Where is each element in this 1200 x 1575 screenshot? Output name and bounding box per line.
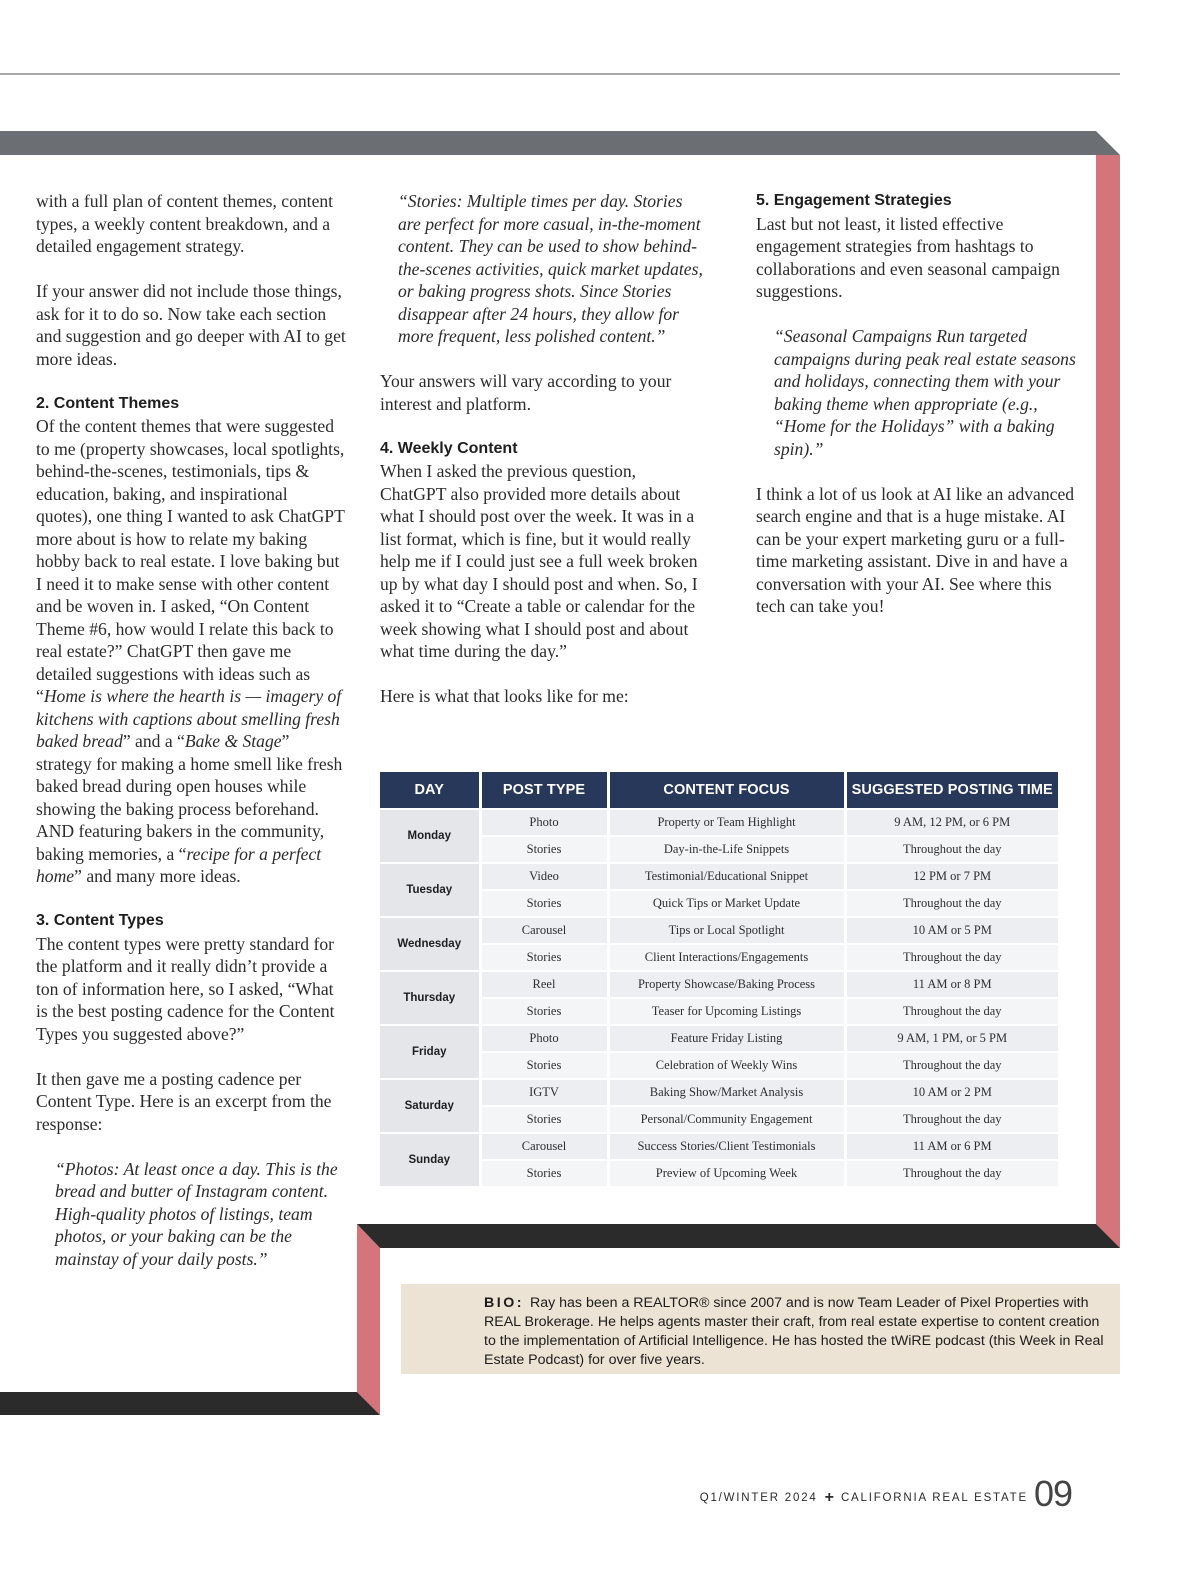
- table-row: [380, 1106, 1058, 1133]
- followup-paragraph: If your answer did not include those things, ask for it to do so. Now take each section and suggestion and go deeper with AI to get more ideas.: [36, 281, 346, 369]
- day-cell: Sunday: [380, 1133, 480, 1186]
- day-cell: Tuesday: [380, 863, 480, 917]
- content-focus-cell: Personal/Community Engagement: [608, 1106, 845, 1133]
- post-type-cell: IGTV: [480, 1079, 608, 1106]
- heading-engagement: 5. Engagement Strategies: [756, 192, 952, 209]
- issue-label: Q1/WINTER 2024: [699, 1492, 818, 1504]
- day-cell: Wednesday: [380, 917, 480, 971]
- content-focus-cell: Tips or Local Spotlight: [608, 917, 845, 944]
- publication-name: CALIFORNIA REAL ESTATE: [840, 1492, 1028, 1504]
- post-type-cell: Carousel: [480, 917, 608, 944]
- content-focus-cell: Baking Show/Market Analysis: [608, 1079, 845, 1106]
- weekly-schedule-table: [380, 772, 1058, 1186]
- post-type-cell: Reel: [480, 971, 608, 998]
- weekly-paragraph: When I asked the previous question, ChatGPT also provided more details about what I should post over the week. It was in a list format, which is fine, but it would really help me if I could just see a full week broken up by what day I should post and when. So, I asked it to “Create a table or calendar for the week showing what I should post and about what time during the day.”: [380, 461, 698, 661]
- content-focus-cell: Property Showcase/Baking Process: [608, 971, 845, 998]
- posting-time-cell: 9 AM, 12 PM, or 6 PM: [845, 809, 1058, 836]
- table-row: [380, 917, 1058, 944]
- table-row: [380, 836, 1058, 863]
- day-cell: Friday: [380, 1025, 480, 1079]
- photos-quote: “Photos: At least once a day. This is the bread and butter of Instagram content. High-quality photos of listings, team photos, or your baking can be the mainstay of your daily posts.”: [55, 1158, 338, 1269]
- content-focus-cell: Client Interactions/Engagements: [608, 944, 845, 971]
- header-post-type: POST TYPE: [480, 772, 608, 809]
- content-focus-cell: Property or Team Highlight: [608, 809, 845, 836]
- posting-time-cell: Throughout the day: [845, 944, 1058, 971]
- posting-time-cell: 10 AM or 2 PM: [845, 1079, 1058, 1106]
- bio-body: Ray has been a REALTOR® since 2007 and is now Team Leader of Pixel Properties with REAL Brokerage. He helps agents master their craft, from real estate expertise to content creation to the implementation of Artificial Intelligence. He has hosted the tWiRE podcast (this Week in Real Estate Podcast) for over five years.: [484, 1295, 1104, 1368]
- posting-time-cell: Throughout the day: [845, 1160, 1058, 1186]
- content-focus-cell: Success Stories/Client Testimonials: [608, 1133, 845, 1160]
- table-row: [380, 1133, 1058, 1160]
- column-2: [380, 190, 705, 730]
- content-focus-cell: Testimonial/Educational Snippet: [608, 863, 845, 890]
- closing-paragraph: I think a lot of us look at AI like an advanced search engine and that is a huge mistake. AI can be your expert marketing guru or a full-time marketing assistant. Dive in and have a conversation with your AI. See where this tech can take you!: [756, 483, 1075, 616]
- header-content-focus: CONTENT FOCUS: [608, 772, 845, 809]
- here-paragraph: Here is what that looks like for me:: [380, 686, 629, 706]
- day-cell: Saturday: [380, 1079, 480, 1133]
- table-row: [380, 890, 1058, 917]
- intro-paragraph: with a full plan of content themes, content types, a weekly content breakdown, and a detailed engagement strategy.: [36, 191, 334, 256]
- post-type-cell: Video: [480, 863, 608, 890]
- post-type-cell: Stories: [480, 1106, 608, 1133]
- header-day: DAY: [380, 772, 480, 809]
- bottom-dark-band: [0, 1392, 380, 1415]
- posting-time-cell: Throughout the day: [845, 998, 1058, 1025]
- post-type-cell: Stories: [480, 1052, 608, 1079]
- posting-time-cell: 10 AM or 5 PM: [845, 917, 1058, 944]
- post-type-cell: Stories: [480, 890, 608, 917]
- post-type-cell: Stories: [480, 944, 608, 971]
- content-focus-cell: Teaser for Upcoming Listings: [608, 998, 845, 1025]
- cadence-paragraph: It then gave me a posting cadence per Content Type. Here is an excerpt from the response:: [36, 1068, 332, 1134]
- page-number: 09: [1033, 1473, 1072, 1514]
- posting-time-cell: 9 AM, 1 PM, or 5 PM: [845, 1025, 1058, 1052]
- engagement-paragraph: Last but not least, it listed effective engagement strategies from hashtags to collaborations and even seasonal campaign suggestions.: [756, 213, 1060, 301]
- content-focus-cell: Feature Friday Listing: [608, 1025, 845, 1052]
- posting-time-cell: Throughout the day: [845, 836, 1058, 863]
- table-row: [380, 1025, 1058, 1052]
- header-posting-time: SUGGESTED POSTING TIME: [845, 772, 1058, 809]
- day-cell: Thursday: [380, 971, 480, 1025]
- heading-weekly-content: 4. Weekly Content: [380, 439, 518, 457]
- table-row: [380, 971, 1058, 998]
- middle-dark-band: [357, 1224, 1120, 1248]
- posting-time-cell: 11 AM or 6 PM: [845, 1133, 1058, 1160]
- post-type-cell: Photo: [480, 809, 608, 836]
- posting-time-cell: Throughout the day: [845, 890, 1058, 917]
- plus-separator: +: [824, 1489, 834, 1506]
- heading-content-types: 3. Content Types: [36, 912, 164, 929]
- right-pink-band: [1096, 155, 1120, 1248]
- content-focus-cell: Quick Tips or Market Update: [608, 890, 845, 917]
- content-focus-cell: Day-in-the-Life Snippets: [608, 836, 845, 863]
- table-row: [380, 998, 1058, 1025]
- page-footer: [699, 1473, 1072, 1514]
- content-focus-cell: Celebration of Weekly Wins: [608, 1052, 845, 1079]
- table-row: [380, 863, 1058, 890]
- themes-paragraph: Of the content themes that were suggested to me (property showcases, local spotlights, behind-the-scenes, testimonials, tips & education, baking, and inspirational quotes), one thing I wanted to ask ChatGPT more about is how to relate my baking hobby back to real estate. I love baking but I need it to make sense with other content and be woven in. I asked, “On Content Theme #6, how would I relate this back to real estate?” ChatGPT then gave me detailed suggestions with ideas such as “Home is where the hearth is — imagery of kitchens with captions about smelling fresh baked bread” and a “Bake & Stage” strategy for making a home smell like fresh baked bread during open houses while showing the baking process beforehand. AND featuring bakers in the community, baking memories, a “recipe for a perfect home” and many more ideas.: [36, 416, 345, 886]
- post-type-cell: Stories: [480, 836, 608, 863]
- left-pink-band: [357, 1224, 380, 1415]
- posting-time-cell: 11 AM or 8 PM: [845, 971, 1058, 998]
- table-row: [380, 1079, 1058, 1106]
- posting-time-cell: Throughout the day: [845, 1052, 1058, 1079]
- heading-content-themes: 2. Content Themes: [36, 394, 180, 412]
- column-3: [756, 190, 1076, 640]
- column-1: [36, 190, 346, 1293]
- seasonal-quote: “Seasonal Campaigns Run targeted campaigns during peak real estate seasons and holidays, connecting them with your baking theme when appropriate (e.g., “Home for the Holidays” with a baking spin).”: [774, 326, 1076, 459]
- table-row: [380, 1160, 1058, 1186]
- table-header-row: [380, 772, 1058, 809]
- top-band: [0, 131, 1120, 155]
- post-type-cell: Carousel: [480, 1133, 608, 1160]
- types-paragraph: The content types were pretty standard for the platform and it really didn’t provide a ton of information here, so I asked, “What is the best posting cadence for the Content Types you suggested above?”: [36, 933, 335, 1044]
- bio-text: [484, 1294, 1114, 1370]
- table-row: [380, 1052, 1058, 1079]
- day-cell: Monday: [380, 809, 480, 863]
- table-row: [380, 944, 1058, 971]
- posting-time-cell: 12 PM or 7 PM: [845, 863, 1058, 890]
- post-type-cell: Stories: [480, 998, 608, 1025]
- stories-quote: “Stories: Multiple times per day. Stories are perfect for more casual, in-the-moment content. They can be used to show behind-the-scenes activities, quick market updates, or baking progress shots. Since Stories disappear after 24 hours, they allow for more frequent, less polished content.”: [398, 191, 703, 346]
- post-type-cell: Stories: [480, 1160, 608, 1186]
- content-focus-cell: Preview of Upcoming Week: [608, 1160, 845, 1186]
- post-type-cell: Photo: [480, 1025, 608, 1052]
- vary-paragraph: Your answers will vary according to your interest and platform.: [380, 371, 672, 414]
- top-rule: [0, 73, 1120, 75]
- table-row: [380, 809, 1058, 836]
- posting-time-cell: Throughout the day: [845, 1106, 1058, 1133]
- bio-label: BIO:: [484, 1295, 524, 1311]
